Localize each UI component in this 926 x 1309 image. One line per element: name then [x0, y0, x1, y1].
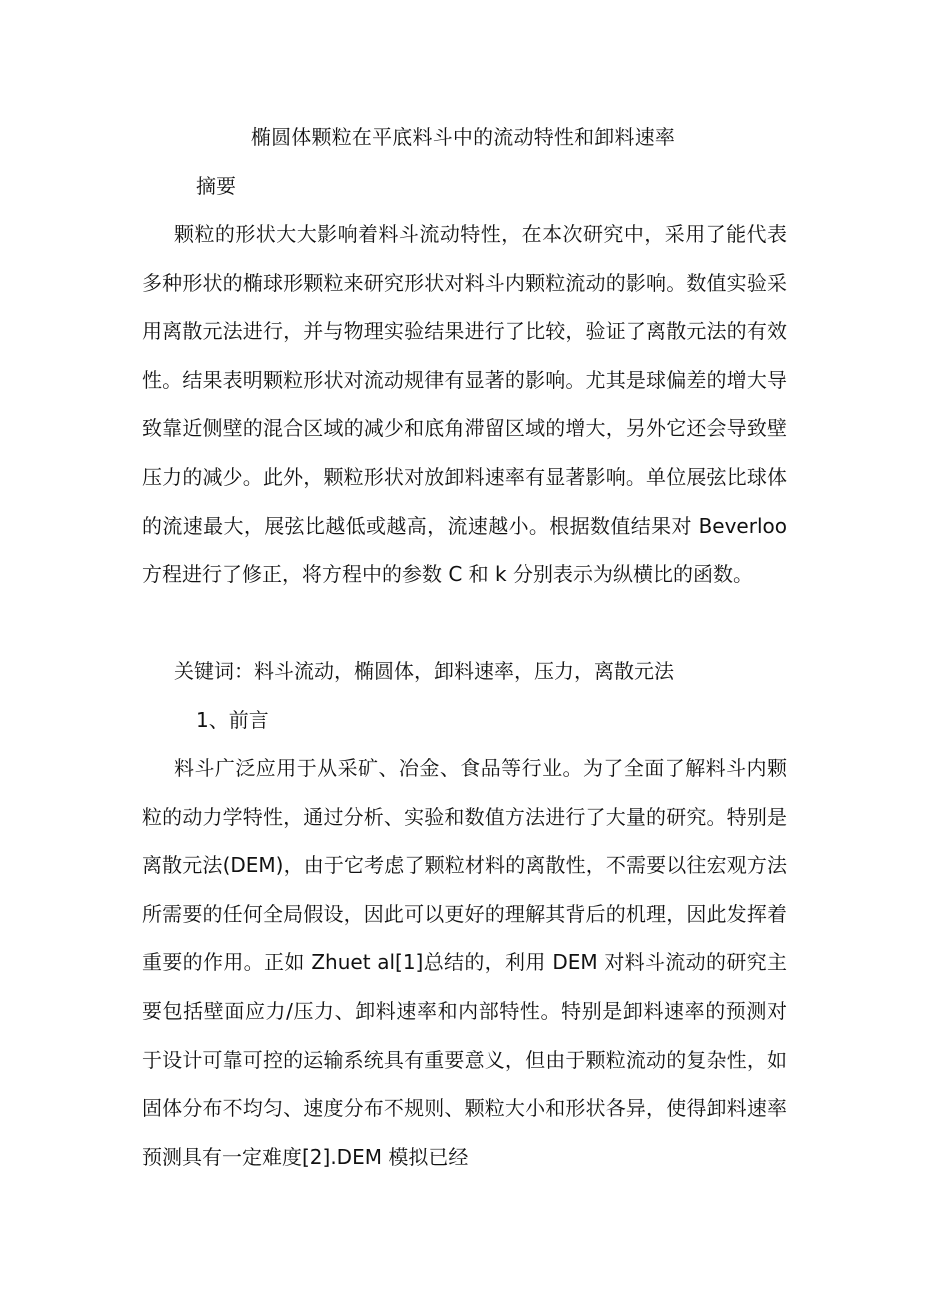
introduction-heading: 1、前言 — [196, 708, 269, 732]
abstract-paragraph: 颗粒的形状大大影响着料斗流动特性，在本次研究中，采用了能代表多种形状的椭球形颗粒来研究形状对料斗内颗粒流动的影响。数值实验采用离散元法进行，并与物理实验结果进行了比较，验证了离散元法的有效性。结果表明颗粒形状对流动规律有显著的影响。尤其是球偏差的增大导致靠近侧壁的混合区域的减少和底角滞留区域的增大，另外它还会导致壁压力的减少。此外，颗粒形状对放卸料速率有显著影响。单位展弦比球体的流速最大，展弦比越低或越高，流速越小。根据数值结果对 Beverloo 方程进行了修正，将方程中的参数 C 和 k 分别表示为纵横比的函数。 — [142, 222, 787, 587]
document-title: 椭圆体颗粒在平底料斗中的流动特性和卸料速率 — [250, 125, 676, 149]
abstract-heading: 摘要 — [196, 174, 236, 198]
introduction-paragraph: 料斗广泛应用于从采矿、冶金、食品等行业。为了全面了解料斗内颗粒的动力学特性，通过分析、实验和数值方法进行了大量的研究。特别是离散元法(DEM)，由于它考虑了颗粒材料的离散性，不需要以往宏观方法所需要的任何全局假设，因此可以更好的理解其背后的机理，因此发挥着重要的作用。正如 Zhuet al[1]总结的，利用 DEM 对料斗流动的研究主要包括壁面应力/压力、卸料速率和内部特性。特别是卸料速率的预测对于设计可靠可控的运输系统具有重要意义，但由于颗粒流动的复杂性，如固体分布不均匀、速度分布不规则、颗粒大小和形状各异，使得卸料速率预测具有一定难度[2].DEM 模拟已经 — [142, 756, 787, 1169]
keywords-line: 关键词：料斗流动，椭圆体，卸料速率，压力，离散元法 — [174, 659, 674, 683]
